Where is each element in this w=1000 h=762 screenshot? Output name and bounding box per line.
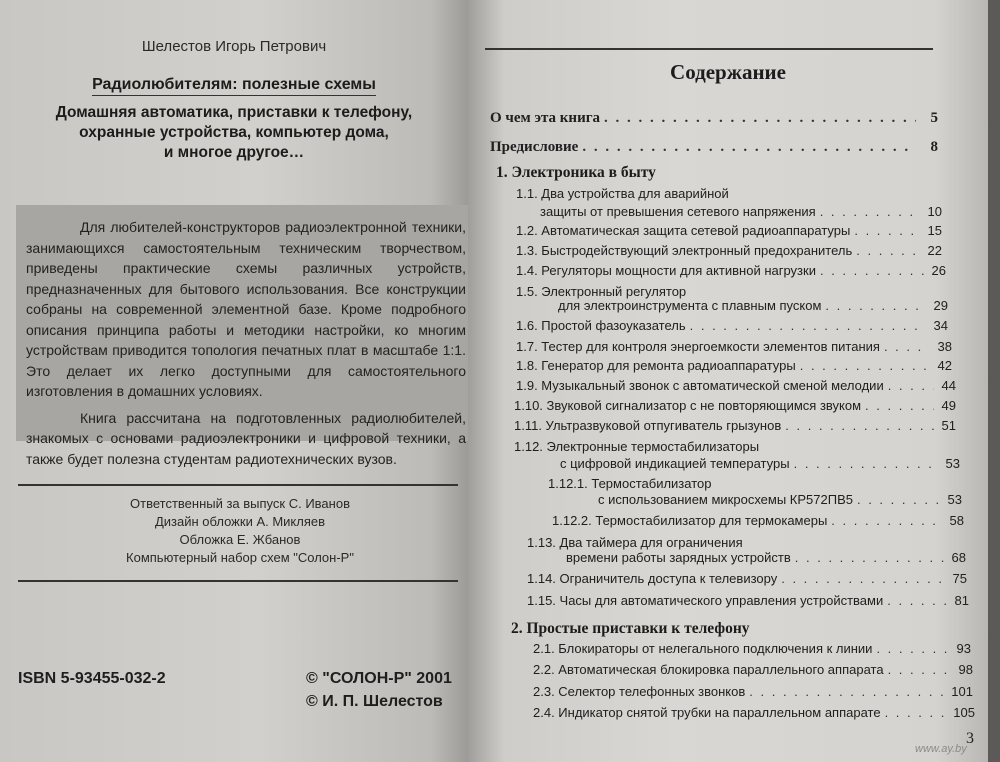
toc-page: 38	[937, 339, 952, 354]
toc-entry-1-12	[560, 456, 960, 471]
toc-leader	[795, 550, 944, 565]
toc-leader	[831, 513, 942, 528]
toc-entry-1-8	[516, 358, 952, 373]
abstract-paragraph-2: Книга рассчитана на подготовленных радиолюбителей, знакомых с основами радиоэлектроники и цифровой техники, а также будет полезна студентам радиотехнических вузов.	[26, 409, 466, 467]
toc-page: 105	[953, 705, 975, 720]
toc-page: 58	[949, 513, 964, 528]
toc-entry-1-11	[514, 418, 956, 433]
toc-entry-1-9	[516, 378, 956, 393]
toc-page: 22	[927, 243, 942, 258]
toc-page: 34	[933, 318, 948, 333]
page-number: 3	[966, 730, 974, 747]
toc-page: 98	[958, 662, 973, 677]
toc-page: 15	[927, 223, 942, 238]
toc-leader	[781, 571, 945, 586]
chapter-1-heading: 1. Электроника в быту	[496, 164, 656, 181]
toc-entry-preface	[490, 139, 938, 156]
toc-page: 5	[930, 110, 938, 126]
copyright-publisher: © "СОЛОН-Р" 2001	[306, 670, 452, 687]
toc-label: 1.3. Быстродействующий электронный предохранитель	[516, 243, 853, 258]
toc-label: 1.15. Часы для автоматического управления устройствами	[527, 593, 884, 608]
toc-label: с использованием микросхемы КР572ПВ5	[598, 492, 853, 507]
toc-leader	[888, 378, 934, 393]
isbn: ISBN 5-93455-032-2	[18, 670, 166, 687]
toc-entry-1-7	[516, 339, 952, 354]
toc-label: времени работы зарядных устройств	[566, 550, 791, 565]
toc-label: 1.2. Автоматическая защита сетевой радиоаппаратуры	[516, 223, 851, 238]
toc-leader	[887, 593, 947, 608]
toc-entry-1-12-2	[552, 513, 964, 528]
toc-label: 1.9. Музыкальный звонок с автоматической сменой мелодии	[516, 378, 884, 393]
toc-leader	[856, 243, 920, 258]
book-title-text: Радиолюбителям: полезные схемы	[92, 76, 376, 96]
toc-entry-1-3	[516, 243, 942, 258]
toc-leader	[865, 398, 934, 413]
toc-leader	[854, 223, 920, 238]
abstract-paragraph-1: Для любителей-конструкторов радиоэлектронной техники, занимающихся самостоятельным техническим творчеством, приведены практические схемы различных устройств, предназначенных для бытового использования. Все конструкции собраны на современной элементной базе. Кроме подробного описания принципа работы и методики настройки, ко многим устройствам приводится топология печатных плат в масштабе 1:1. Это делает их легко доступными для самостоятельного изготовления в домашних условиях.	[26, 219, 466, 399]
toc-entry-1-15	[527, 593, 969, 608]
toc-entry-2-1	[533, 641, 971, 656]
toc-label: 1.10. Звуковой сигнализатор с не повторяющимся звуком	[514, 398, 862, 413]
toc-leader	[794, 456, 938, 471]
toc-entry-1-12-1-line1: 1.12.1. Термостабилизатор	[548, 476, 712, 491]
toc-label: защиты от превышения сетевого напряжения	[540, 204, 816, 219]
credit-line: Обложка Е. Жбанов	[179, 532, 301, 547]
toc-entry-2-4	[533, 705, 975, 720]
toc-entry-1-10	[514, 398, 956, 413]
toc-label: с цифровой индикацией температуры	[560, 456, 790, 471]
toc-leader	[800, 358, 930, 373]
toc-page: 93	[956, 641, 971, 656]
subtitle-line-1: Домашняя автоматика, приставки к телефону,	[55, 104, 413, 121]
toc-entry-2-3	[533, 684, 973, 699]
toc-page: 51	[941, 418, 956, 433]
toc-label: 1.4. Регуляторы мощности для активной нагрузки	[516, 263, 816, 278]
toc-leader	[604, 110, 916, 127]
toc-leader	[582, 139, 916, 156]
toc-label: 1.8. Генератор для ремонта радиоаппаратуры	[516, 358, 796, 373]
toc-leader	[785, 418, 934, 433]
toc-page: 26	[931, 263, 946, 278]
subtitle-line-2: охранные устройства, компьютер дома,	[79, 124, 389, 141]
toc-label: 2.4. Индикатор снятой трубки на параллельном аппарате	[533, 705, 881, 720]
toc-entry-1-1	[540, 204, 942, 219]
toc-page: 44	[941, 378, 956, 393]
toc-page: 42	[937, 358, 952, 373]
toc-page: 53	[945, 456, 960, 471]
toc-leader	[885, 705, 950, 720]
toc-label: 2.1. Блокираторы от нелегального подключения к линии	[533, 641, 873, 656]
copyright-author: © И. П. Шелестов	[306, 693, 443, 710]
credit-line: Ответственный за выпуск С. Иванов	[130, 496, 350, 511]
toc-entry-1-2	[516, 223, 942, 238]
toc-label: 1.6. Простой фазоуказатель	[516, 318, 686, 333]
toc-label: 1.12.2. Термостабилизатор для термокамеры	[552, 513, 828, 528]
toc-leader	[876, 641, 949, 656]
toc-entry-1-12-line1: 1.12. Электронные термостабилизаторы	[514, 439, 760, 454]
toc-entry-about	[490, 110, 938, 127]
toc-leader	[825, 298, 926, 313]
toc-page: 10	[927, 204, 942, 219]
toc-entry-1-5	[558, 298, 948, 313]
toc-page: 53	[947, 492, 962, 507]
toc-page: 75	[952, 571, 967, 586]
toc-entry-2-2	[533, 662, 973, 677]
toc-label: для электроинструмента с плавным пуском	[558, 298, 822, 313]
toc-entry-1-13-line1: 1.13. Два таймера для ограничения	[527, 535, 743, 550]
toc-leader	[749, 684, 947, 699]
chapter-2-heading: 2. Простые приставки к телефону	[511, 620, 750, 637]
toc-label: 1.11. Ультразвуковой отпугиватель грызунов	[514, 418, 782, 433]
toc-entry-1-4	[516, 263, 946, 278]
toc-heading: Содержание	[670, 60, 786, 84]
toc-entry-1-13	[566, 550, 966, 565]
toc-entry-1-1-line1: 1.1. Два устройства для аварийной	[516, 186, 729, 201]
toc-label: 1.14. Ограничитель доступа к телевизору	[527, 571, 778, 586]
toc-page: 68	[951, 550, 966, 565]
toc-page: 101	[951, 684, 973, 699]
credit-line: Компьютерный набор схем "Солон-Р"	[126, 550, 354, 565]
toc-leader	[820, 204, 920, 219]
toc-label: 2.3. Селектор телефонных звонков	[533, 684, 746, 699]
toc-leader	[884, 339, 930, 354]
credit-line: Дизайн обложки А. Микляев	[154, 514, 326, 529]
toc-leader	[820, 263, 924, 278]
subtitle-line-3: и многое другое…	[163, 144, 305, 161]
toc-label: О чем эта книга	[490, 110, 601, 126]
toc-entry-1-6	[516, 318, 948, 333]
toc-page: 8	[930, 139, 938, 155]
toc-page: 49	[941, 398, 956, 413]
author-name: Шелестов Игорь Петрович	[141, 38, 327, 55]
toc-leader	[690, 318, 926, 333]
toc-leader	[888, 662, 951, 677]
toc-entry-1-12-1	[598, 492, 962, 507]
toc-label: 1.7. Тестер для контроля энергоемкости элементов питания	[516, 339, 880, 354]
watermark: www.ay.by	[915, 743, 967, 755]
toc-label: Предисловие	[490, 139, 579, 155]
toc-page: 29	[933, 298, 948, 313]
toc-entry-1-5-line1: 1.5. Электронный регулятор	[516, 284, 687, 299]
toc-entry-1-14	[527, 571, 967, 586]
toc-label: 2.2. Автоматическая блокировка параллельного аппарата	[533, 662, 884, 677]
toc-leader	[857, 492, 940, 507]
toc-page: 81	[954, 593, 969, 608]
